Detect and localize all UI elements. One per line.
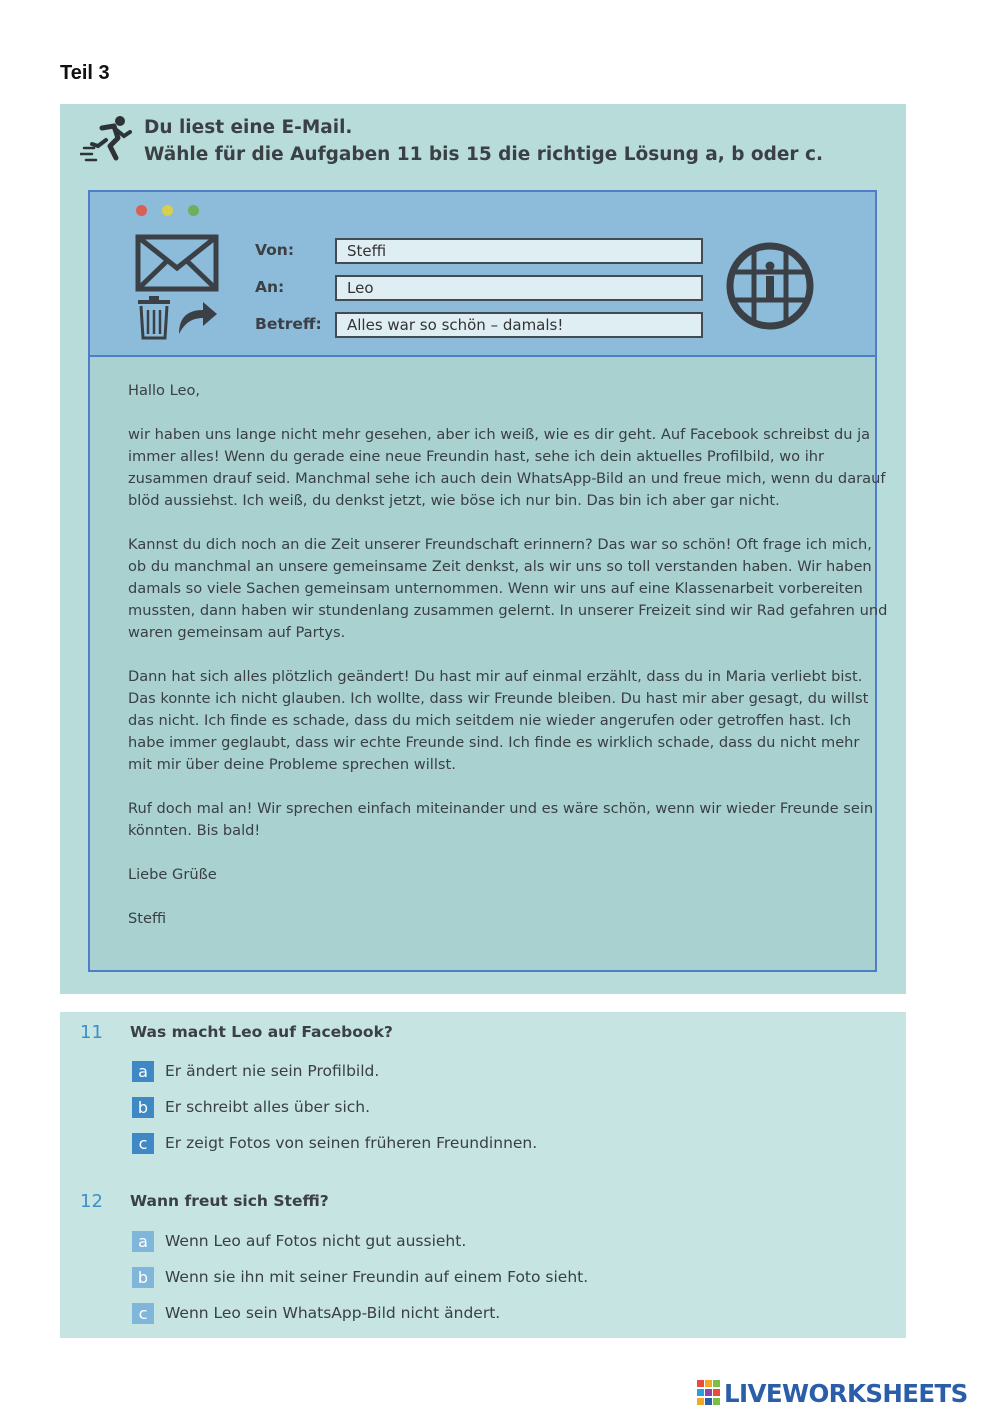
option-text: Wenn Leo sein WhatsApp-Bild nicht ändert. xyxy=(165,1304,501,1322)
window-maximize-dot xyxy=(188,205,199,216)
from-field[interactable]: Steffi xyxy=(335,238,703,264)
instruction-line-2: Wähle für die Aufgaben 11 bis 15 die richtige Lösung a, b oder c. xyxy=(144,144,823,165)
email-header xyxy=(90,192,875,357)
runner-icon xyxy=(80,114,134,162)
option-letter[interactable]: c xyxy=(132,1133,154,1154)
email-window xyxy=(88,190,888,972)
to-field[interactable]: Leo xyxy=(335,275,703,301)
question-text: Wann freut sich Steffi? xyxy=(130,1192,329,1210)
globe-info-icon xyxy=(724,236,816,336)
option-letter[interactable]: b xyxy=(132,1097,154,1118)
liveworksheets-logo xyxy=(697,1378,968,1408)
question-number: 11 xyxy=(80,1022,103,1043)
option-text: Er ändert nie sein Profilbild. xyxy=(165,1062,380,1080)
option-text: Wenn sie ihn mit seiner Freundin auf einem Foto sieht. xyxy=(165,1268,589,1286)
option-letter[interactable]: a xyxy=(132,1231,154,1252)
closing: Liebe Grüße xyxy=(128,866,217,883)
option-text: Er zeigt Fotos von seinen früheren Freundinnen. xyxy=(165,1134,538,1152)
signature: Steffi xyxy=(128,910,167,927)
email-body xyxy=(128,380,888,952)
paragraph: wir haben uns lange nicht mehr gesehen, aber ich weiß, wie es dir geht. Auf Facebook schreibst du ja immer alles! Wenn du gerade eine neue Freundin hast, sehe ich dein aktuelles Profilbild, wo ihr zusammen drauf seid. Manchmal sehe ich auch dein WhatsApp-Bild an und freue mich, wenn du darauf blöd aussiehst. Ich weiß, du denkst jetzt, wie böse ich nur bin. Das bin ich aber gar nicht. xyxy=(128,426,886,509)
option-letter[interactable]: c xyxy=(132,1303,154,1324)
paragraph: Ruf doch mal an! Wir sprechen einfach miteinander und es wäre schön, wenn wir wieder Freunde sein könnten. Bis bald! xyxy=(128,800,874,839)
envelope-icon xyxy=(135,234,219,292)
greeting: Hallo Leo, xyxy=(128,382,201,399)
question-number: 12 xyxy=(80,1191,103,1212)
subject-field[interactable]: Alles war so schön – damals! xyxy=(335,312,703,338)
instruction-line-1: Du liest eine E-Mail. xyxy=(144,117,353,138)
trash-icon xyxy=(137,296,171,340)
window-close-dot xyxy=(136,205,147,216)
brand-grid-icon xyxy=(697,1380,721,1406)
forward-arrow-icon xyxy=(175,296,219,336)
to-label: An: xyxy=(255,278,285,296)
brand-name: LIVEWORKSHEETS xyxy=(724,1378,968,1408)
instructions xyxy=(144,114,823,168)
from-label: Von: xyxy=(255,241,295,259)
paragraph: Kannst du dich noch an die Zeit unserer Freundschaft erinnern? Das war so schön! Oft frage ich mich, ob du manchmal an unsere gemeinsame Zeit denkst, als wir uns so toll verstanden haben. Wir haben damals so viele Sachen gemeinsam unternommen. Wenn wir uns auf eine Klassenarbeit vorbereiten mussten, dann haben wir stundenlang zusammen gelernt. In unserer Freizeit sind wir Rad gefahren und waren gemeinsam auf Partys. xyxy=(128,536,888,641)
option-letter[interactable]: a xyxy=(132,1061,154,1082)
option-text: Er schreibt alles über sich. xyxy=(165,1098,371,1116)
option-text: Wenn Leo auf Fotos nicht gut aussieht. xyxy=(165,1232,467,1250)
question-text: Was macht Leo auf Facebook? xyxy=(130,1023,393,1041)
section-title: Teil 3 xyxy=(60,62,110,84)
questions-panel xyxy=(60,1012,906,1338)
paragraph: Dann hat sich alles plötzlich geändert! Du hast mir auf einmal erzählt, dass du in Maria verliebt bist. Das konnte ich nicht glauben. Ich wollte, dass wir Freunde bleiben. Du hast mir aber gesagt, du willst das nicht. Ich finde es schade, dass du mich seitdem nie wieder angerufen oder getroffen hast. Ich habe immer geglaubt, dass wir echte Freunde sind. Ich finde es wirklich schade, dass du nicht mehr mit mir über deine Probleme sprechen willst. xyxy=(128,668,869,773)
option-letter[interactable]: b xyxy=(132,1267,154,1288)
subject-label: Betreff: xyxy=(255,315,322,333)
window-minimize-dot xyxy=(162,205,173,216)
reading-panel xyxy=(60,104,906,994)
